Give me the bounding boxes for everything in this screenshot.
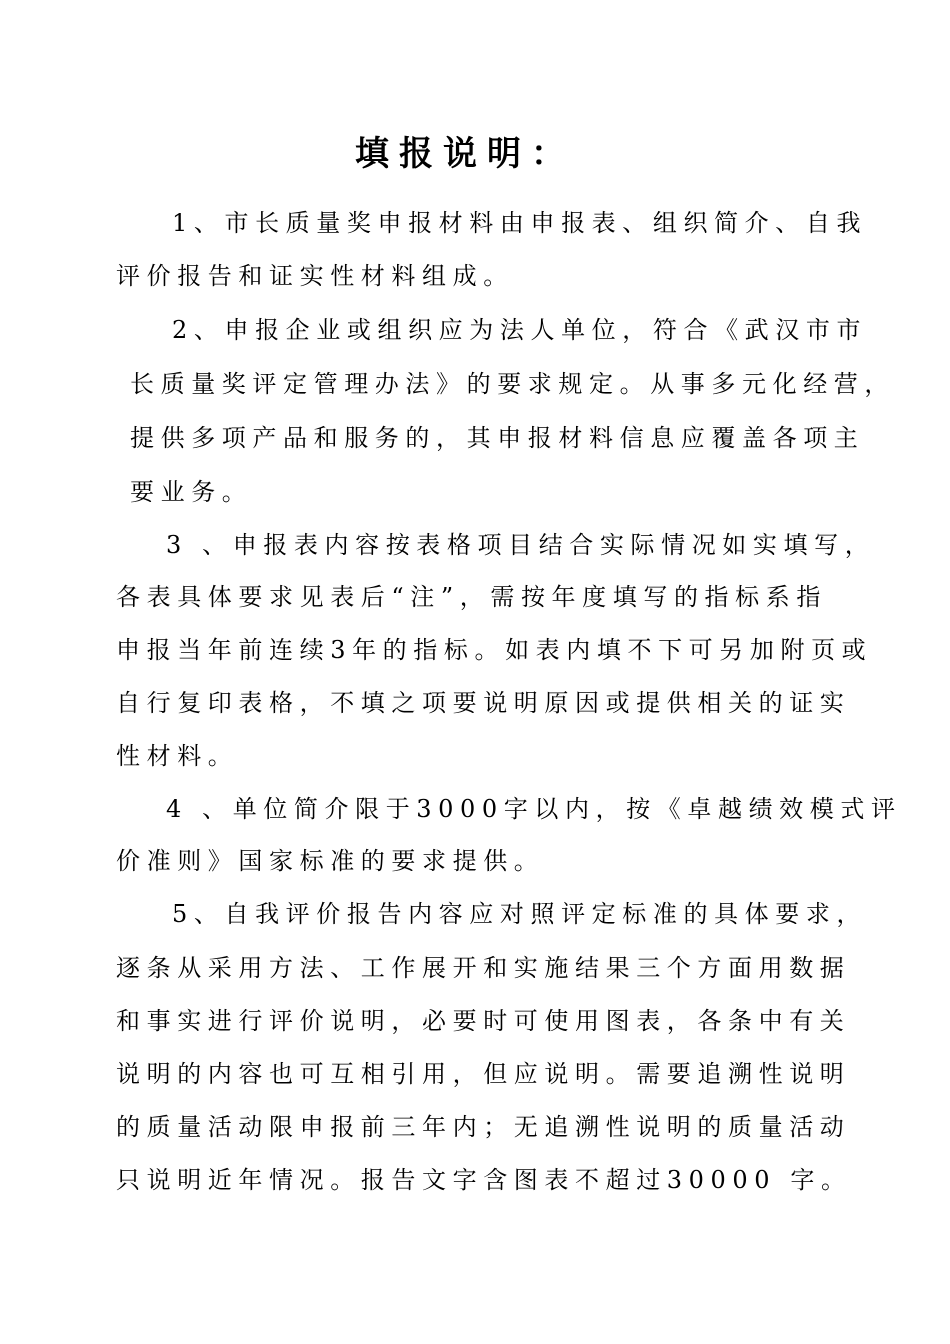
page-title: 填报说明： [355,134,575,174]
paragraph-3-line-2: 各表具体要求见表后“注”，需按年度填写的指标系指 [116,583,827,611]
paragraph-3-line-5: 性材料。 [116,742,239,770]
paragraph-5-line-3: 和事实进行评价说明，必要时可使用图表，各条中有关 [116,1007,851,1035]
paragraph-5-line-2: 逐条从采用方法、工作展开和实施结果三个方面用数据 [116,954,851,982]
paragraph-2-line-3: 提供多项产品和服务的，其申报材料信息应覆盖各项主 [130,424,865,452]
paragraph-1-line-1: 1、市长质量奖申报材料由申报表、组织简介、自我 [172,209,868,237]
paragraph-5-line-6: 只说明近年情况。报告文字含图表不超过30000 字。 [116,1166,852,1194]
paragraph-5-line-5: 的质量活动限申报前三年内；无追溯性说明的质量活动 [116,1113,851,1141]
paragraph-5-line-1: 5、自我评价报告内容应对照评定标准的具体要求， [172,900,868,928]
paragraph-2-line-4: 要业务。 [130,478,253,506]
paragraph-3-line-4: 自行复印表格，不填之项要说明原因或提供相关的证实 [116,689,851,717]
paragraph-5-line-4: 说明的内容也可互相引用，但应说明。需要追溯性说明 [116,1060,851,1088]
paragraph-4-line-2: 价准则》国家标准的要求提供。 [116,847,545,875]
paragraph-3-line-3: 申报当年前连续3年的指标。如表内填不下可另加附页或 [116,636,873,664]
paragraph-4-line-1: 4 、单位简介限于3000字以内，按《卓越绩效模式评 [166,795,902,823]
paragraph-3-line-1: 3 、申报表内容按表格项目结合实际情况如实填写， [166,531,876,559]
paragraph-2-line-1: 2、申报企业或组织应为法人单位，符合《武汉市市 [172,316,868,344]
paragraph-2-line-2: 长质量奖评定管理办法》的要求规定。从事多元化经营， [130,370,895,398]
paragraph-1-line-2: 评价报告和证实性材料组成。 [116,262,514,290]
